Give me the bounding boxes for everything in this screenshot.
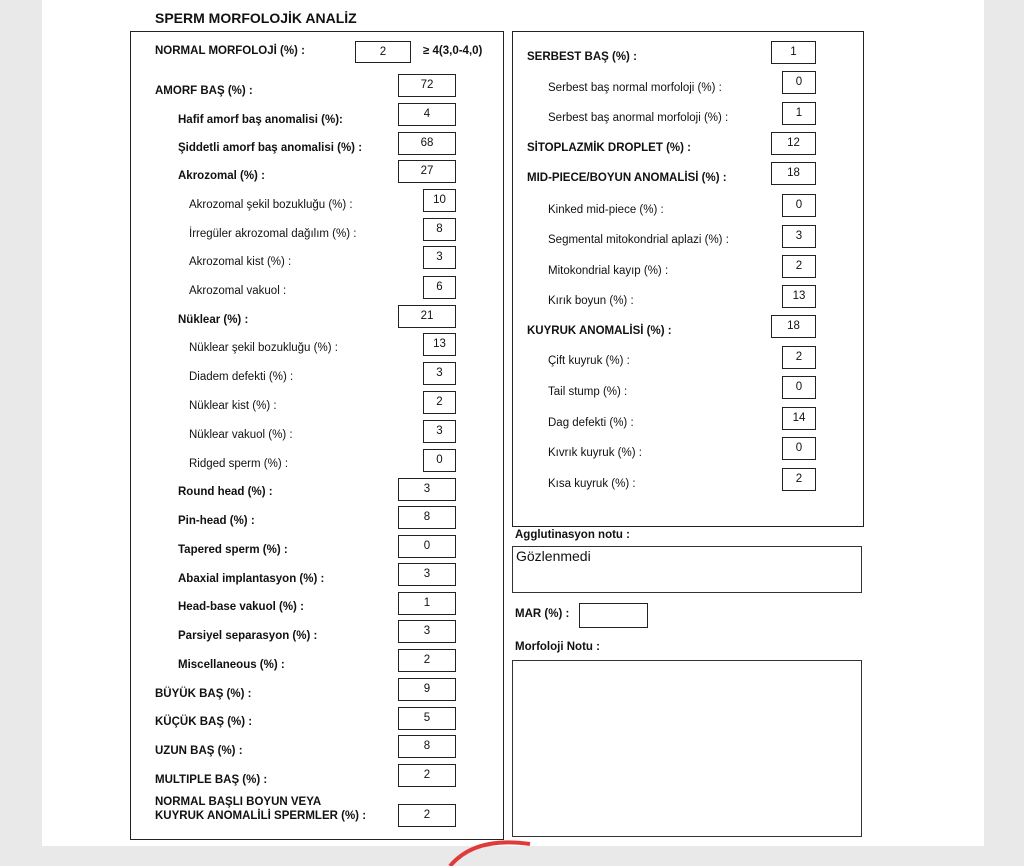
left-row-label-11: Nüklear kist (%) : bbox=[189, 400, 277, 412]
right-row-label-12: Dag defekti (%) : bbox=[548, 417, 634, 429]
right-row-label-5: Kinked mid-piece (%) : bbox=[548, 204, 664, 216]
right-row-value-8[interactable]: 13 bbox=[782, 285, 816, 308]
left-row-label-13: Ridged sperm (%) : bbox=[189, 458, 289, 470]
right-row-label-7: Mitokondrial kayıp (%) : bbox=[548, 265, 669, 277]
left-row-value-1[interactable]: 4 bbox=[398, 103, 456, 126]
left-row-value-7[interactable]: 6 bbox=[423, 276, 456, 299]
normal-morphology-value[interactable]: 2 bbox=[355, 41, 411, 63]
neck-tail-anomaly-label-line2: KUYRUK ANOMALİLİ SPERMLER (%) : bbox=[155, 810, 367, 822]
left-row-label-24: MULTIPLE BAŞ (%) : bbox=[155, 774, 268, 786]
right-row-label-8: Kırık boyun (%) : bbox=[548, 295, 634, 307]
left-row-value-20[interactable]: 2 bbox=[398, 649, 456, 672]
neck-tail-anomaly-value[interactable]: 2 bbox=[398, 804, 456, 827]
left-row-value-17[interactable]: 3 bbox=[398, 563, 456, 586]
left-row-label-8: Nüklear (%) : bbox=[178, 314, 249, 326]
left-row-value-23[interactable]: 8 bbox=[398, 735, 456, 758]
left-row-value-8[interactable]: 21 bbox=[398, 305, 456, 328]
left-row-value-18[interactable]: 1 bbox=[398, 592, 456, 615]
normal-morphology-label: NORMAL MORFOLOJİ (%) : bbox=[155, 45, 305, 57]
left-row-value-11[interactable]: 2 bbox=[423, 391, 456, 414]
left-row-label-0: AMORF BAŞ (%) : bbox=[155, 85, 253, 97]
right-row-value-4[interactable]: 18 bbox=[771, 162, 816, 185]
left-row-label-15: Pin-head (%) : bbox=[178, 515, 255, 527]
left-row-value-6[interactable]: 3 bbox=[423, 246, 456, 269]
right-row-label-1: Serbest baş normal morfoloji (%) : bbox=[548, 82, 722, 94]
right-row-label-10: Çift kuyruk (%) : bbox=[548, 355, 630, 367]
left-row-value-2[interactable]: 68 bbox=[398, 132, 456, 155]
left-row-label-5: İrregüler akrozomal dağılım (%) : bbox=[189, 228, 357, 240]
left-row-value-24[interactable]: 2 bbox=[398, 764, 456, 787]
right-row-label-4: MID-PIECE/BOYUN ANOMALİSİ (%) : bbox=[527, 172, 727, 184]
left-row-label-2: Şiddetli amorf baş anomalisi (%) : bbox=[178, 142, 363, 154]
red-decorative-curve bbox=[300, 826, 600, 866]
right-row-value-5[interactable]: 0 bbox=[782, 194, 816, 217]
left-row-label-18: Head-base vakuol (%) : bbox=[178, 601, 304, 613]
left-row-value-15[interactable]: 8 bbox=[398, 506, 456, 529]
mar-field[interactable] bbox=[579, 603, 648, 628]
right-row-label-0: SERBEST BAŞ (%) : bbox=[527, 51, 637, 63]
left-row-label-14: Round head (%) : bbox=[178, 486, 273, 498]
left-row-label-20: Miscellaneous (%) : bbox=[178, 659, 285, 671]
right-row-value-7[interactable]: 2 bbox=[782, 255, 816, 278]
left-row-label-23: UZUN BAŞ (%) : bbox=[155, 745, 243, 757]
right-row-value-12[interactable]: 14 bbox=[782, 407, 816, 430]
right-row-value-13[interactable]: 0 bbox=[782, 437, 816, 460]
morphology-note-field[interactable] bbox=[512, 660, 862, 837]
left-row-label-4: Akrozomal şekil bozukluğu (%) : bbox=[189, 199, 353, 211]
left-row-label-3: Akrozomal (%) : bbox=[178, 170, 265, 182]
right-row-label-6: Segmental mitokondrial aplazi (%) : bbox=[548, 234, 729, 246]
agglutination-note-field[interactable]: Gözlenmedi bbox=[512, 546, 862, 593]
right-row-value-3[interactable]: 12 bbox=[771, 132, 816, 155]
left-row-value-16[interactable]: 0 bbox=[398, 535, 456, 558]
left-row-label-1: Hafif amorf baş anomalisi (%): bbox=[178, 114, 343, 126]
right-row-value-9[interactable]: 18 bbox=[771, 315, 816, 338]
left-row-value-3[interactable]: 27 bbox=[398, 160, 456, 183]
normal-morphology-reference: ≥ 4(3,0-4,0) bbox=[423, 45, 483, 57]
left-row-label-10: Diadem defekti (%) : bbox=[189, 371, 294, 383]
left-row-value-14[interactable]: 3 bbox=[398, 478, 456, 501]
page-title: SPERM MORFOLOJİK ANALİZ bbox=[155, 10, 357, 26]
left-row-label-22: KÜÇÜK BAŞ (%) : bbox=[155, 716, 253, 728]
right-row-value-14[interactable]: 2 bbox=[782, 468, 816, 491]
right-row-label-11: Tail stump (%) : bbox=[548, 386, 628, 398]
left-row-value-10[interactable]: 3 bbox=[423, 362, 456, 385]
left-row-value-12[interactable]: 3 bbox=[423, 420, 456, 443]
left-row-label-7: Akrozomal vakuol : bbox=[189, 285, 287, 297]
agglutination-note-label: Agglutinasyon notu : bbox=[515, 529, 630, 541]
right-row-value-11[interactable]: 0 bbox=[782, 376, 816, 399]
right-row-label-13: Kıvrık kuyruk (%) : bbox=[548, 447, 642, 459]
left-row-label-19: Parsiyel separasyon (%) : bbox=[178, 630, 318, 642]
right-row-label-2: Serbest baş anormal morfoloji (%) : bbox=[548, 112, 729, 124]
left-row-label-6: Akrozomal kist (%) : bbox=[189, 256, 292, 268]
right-row-value-10[interactable]: 2 bbox=[782, 346, 816, 369]
left-row-value-21[interactable]: 9 bbox=[398, 678, 456, 701]
right-row-value-1[interactable]: 0 bbox=[782, 71, 816, 94]
left-row-label-17: Abaxial implantasyon (%) : bbox=[178, 573, 325, 585]
morphology-note-label: Morfoloji Notu : bbox=[515, 641, 600, 653]
left-row-label-12: Nüklear vakuol (%) : bbox=[189, 429, 293, 441]
right-row-value-6[interactable]: 3 bbox=[782, 225, 816, 248]
left-row-value-0[interactable]: 72 bbox=[398, 74, 456, 97]
left-row-label-21: BÜYÜK BAŞ (%) : bbox=[155, 688, 252, 700]
right-row-value-2[interactable]: 1 bbox=[782, 102, 816, 125]
right-row-label-14: Kısa kuyruk (%) : bbox=[548, 478, 636, 490]
left-row-value-22[interactable]: 5 bbox=[398, 707, 456, 730]
left-row-label-16: Tapered sperm (%) : bbox=[178, 544, 288, 556]
left-row-value-4[interactable]: 10 bbox=[423, 189, 456, 212]
left-row-label-9: Nüklear şekil bozukluğu (%) : bbox=[189, 342, 338, 354]
left-row-value-9[interactable]: 13 bbox=[423, 333, 456, 356]
right-row-value-0[interactable]: 1 bbox=[771, 41, 816, 64]
left-row-value-13[interactable]: 0 bbox=[423, 449, 456, 472]
left-row-value-19[interactable]: 3 bbox=[398, 620, 456, 643]
mar-label: MAR (%) : bbox=[515, 608, 570, 620]
neck-tail-anomaly-label-line1: NORMAL BAŞLI BOYUN VEYA bbox=[155, 796, 322, 808]
left-row-value-5[interactable]: 8 bbox=[423, 218, 456, 241]
right-row-label-3: SİTOPLAZMİK DROPLET (%) : bbox=[527, 142, 691, 154]
right-row-label-9: KUYRUK ANOMALİSİ (%) : bbox=[527, 325, 672, 337]
